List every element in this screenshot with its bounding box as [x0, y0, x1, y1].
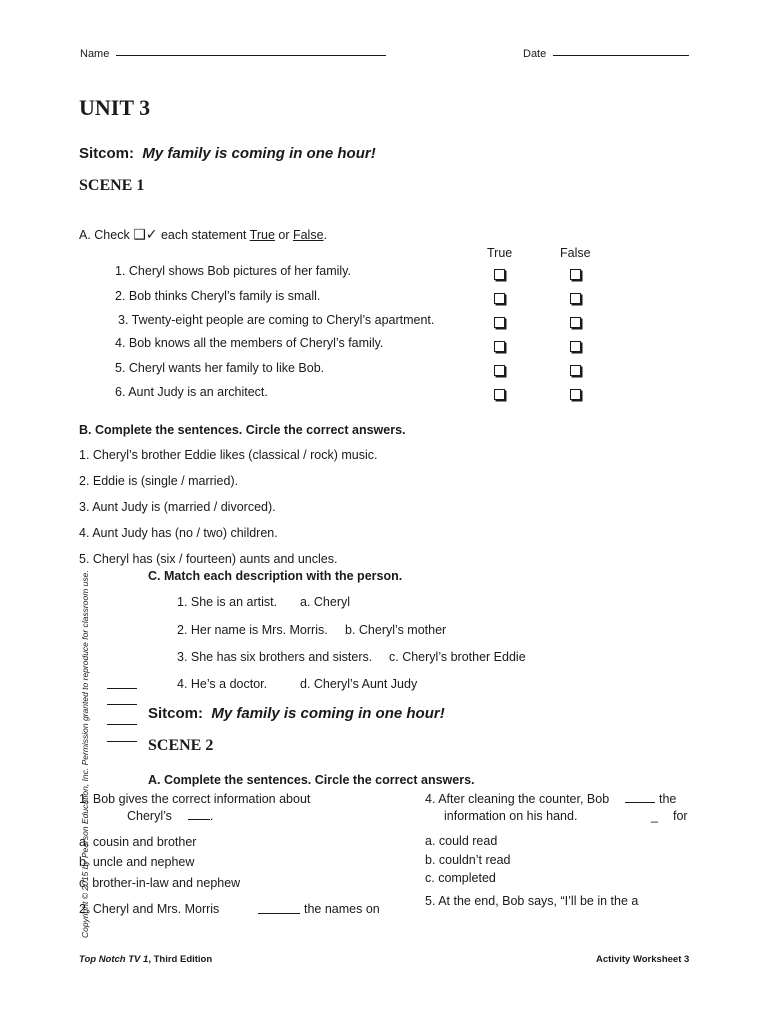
- scene-2-heading: SCENE 2: [148, 737, 214, 754]
- false-checkbox-5[interactable]: [570, 365, 581, 376]
- statement-1: 1. Cheryl shows Bob pictures of her family.: [115, 264, 351, 278]
- name-line[interactable]: [116, 55, 386, 56]
- footer-book-title: Top Notch TV 1: [79, 954, 149, 965]
- section-b-item-3: 3. Aunt Judy is (married / divorced).: [79, 500, 276, 514]
- scene-2-q1-option-c: c. brother-in-law and nephew: [79, 876, 241, 890]
- scene-2-q4-option-a: a. could read: [425, 834, 498, 848]
- unit-title: UNIT 3: [79, 95, 151, 120]
- scene-2-q1-option-a: a. cousin and brother: [79, 835, 197, 849]
- section-b-item-5: 5. Cheryl has (six / fourteen) aunts and uncles.: [79, 552, 338, 566]
- statement-5: 5. Cheryl wants her family to like Bob.: [115, 361, 325, 375]
- true-checkbox-5[interactable]: [494, 365, 505, 376]
- true-checkbox-6[interactable]: [494, 389, 505, 400]
- scene-1-heading: SCENE 1: [79, 177, 145, 194]
- footer-right: Activity Worksheet 3: [596, 954, 690, 965]
- sitcom-line-2: [148, 705, 445, 722]
- match-blank-4[interactable]: [107, 688, 137, 689]
- check-icon: ❑✓: [133, 226, 158, 242]
- column-false: False: [560, 246, 591, 260]
- footer-left: Top Notch TV 1, Third Edition: [79, 954, 213, 965]
- scene-2-q2-b: the names on: [304, 902, 380, 916]
- scene-2-q1-line2: Cheryl’s .: [127, 809, 214, 823]
- sitcom-label: Sitcom:: [79, 145, 135, 162]
- scene-2-q1-line1: 1. Bob gives the correct information about: [79, 792, 311, 806]
- scene-2-q2-blank[interactable]: [258, 913, 300, 914]
- scene-2-q4-option-c: c. completed: [425, 871, 496, 885]
- false-checkbox-3[interactable]: [570, 317, 581, 328]
- false-checkbox-6[interactable]: [570, 389, 581, 400]
- scene-2-q4-line1b: the: [659, 792, 677, 806]
- scene-2-q2-a: 2. Cheryl and Mrs. Morris: [79, 902, 220, 916]
- statement-4: 4. Bob knows all the members of Cheryl’s family.: [115, 336, 384, 350]
- match-desc-1: 1. She is an artist.: [177, 595, 278, 609]
- false-checkbox-2[interactable]: [570, 293, 581, 304]
- sitcom-line-1: [79, 145, 376, 162]
- name-label: Name: [80, 48, 110, 60]
- statement-3: 3. Twenty-eight people are coming to Cheryl’s apartment.: [118, 313, 435, 327]
- match-blank-extra-2[interactable]: [107, 724, 137, 725]
- scene-2-q4-line2-end: for: [673, 809, 688, 823]
- match-blank-extra-1[interactable]: [107, 704, 137, 705]
- true-checkbox-4[interactable]: [494, 341, 505, 352]
- section-c-heading: C. Match each description with the person.: [148, 569, 403, 583]
- column-true: True: [487, 246, 513, 260]
- sitcom-title-2: My family is coming in one hour!: [211, 705, 445, 722]
- true-checkbox-3[interactable]: [494, 317, 505, 328]
- match-desc-3: 3. She has six brothers and sisters.: [177, 650, 373, 664]
- scene-2-q4-blank[interactable]: [625, 802, 655, 803]
- section-a-instructions: A. Check ❑✓ each statement True or False.: [79, 226, 328, 242]
- scene-2-a-heading: A. Complete the sentences. Circle the correct answers.: [148, 773, 475, 787]
- statement-6: 6. Aunt Judy is an architect.: [115, 385, 268, 399]
- sitcom-title: My family is coming in one hour!: [142, 145, 376, 162]
- section-b-item-2: 2. Eddie is (single / married).: [79, 474, 239, 488]
- true-checkbox-2[interactable]: [494, 293, 505, 304]
- match-desc-4: 4. He’s a doctor.: [177, 677, 268, 691]
- statement-2: 2. Bob thinks Cheryl’s family is small.: [115, 289, 321, 303]
- match-blank-extra-3[interactable]: [107, 741, 137, 742]
- false-checkbox-4[interactable]: [570, 341, 581, 352]
- match-person-a: a. Cheryl: [300, 595, 351, 609]
- sitcom-label-2: Sitcom:: [148, 705, 204, 722]
- match-person-c: c. Cheryl’s brother Eddie: [389, 650, 526, 664]
- section-b-item-1: 1. Cheryl’s brother Eddie likes (classical / rock) music.: [79, 448, 378, 462]
- scene-2-q4-line1a: 4. After cleaning the counter, Bob: [425, 792, 610, 806]
- section-b-item-4: 4. Aunt Judy has (no / two) children.: [79, 526, 278, 540]
- section-b-heading: B. Complete the sentences. Circle the correct answers.: [79, 423, 406, 437]
- scene-2-q4-line2-blank: _: [651, 809, 658, 823]
- date-line[interactable]: [553, 55, 689, 56]
- scene-2-q4-option-b: b. couldn’t read: [425, 853, 511, 867]
- scene-2-q1-option-b: b. uncle and nephew: [79, 855, 195, 869]
- match-person-d: d. Cheryl’s Aunt Judy: [300, 677, 418, 691]
- false-checkbox-1[interactable]: [570, 269, 581, 280]
- match-person-b: b. Cheryl’s mother: [345, 623, 447, 637]
- scene-2-q5: 5. At the end, Bob says, “I’ll be in the a: [425, 894, 639, 908]
- scene-2-q4-line2: information on his hand.: [444, 809, 578, 823]
- copyright-notice: Copyright © 2015 by Pearson Education, Inc. Permission granted to reproduce for classroom use.: [80, 570, 90, 938]
- match-desc-2: 2. Her name is Mrs. Morris.: [177, 623, 328, 637]
- true-checkbox-1[interactable]: [494, 269, 505, 280]
- date-label: Date: [523, 48, 547, 60]
